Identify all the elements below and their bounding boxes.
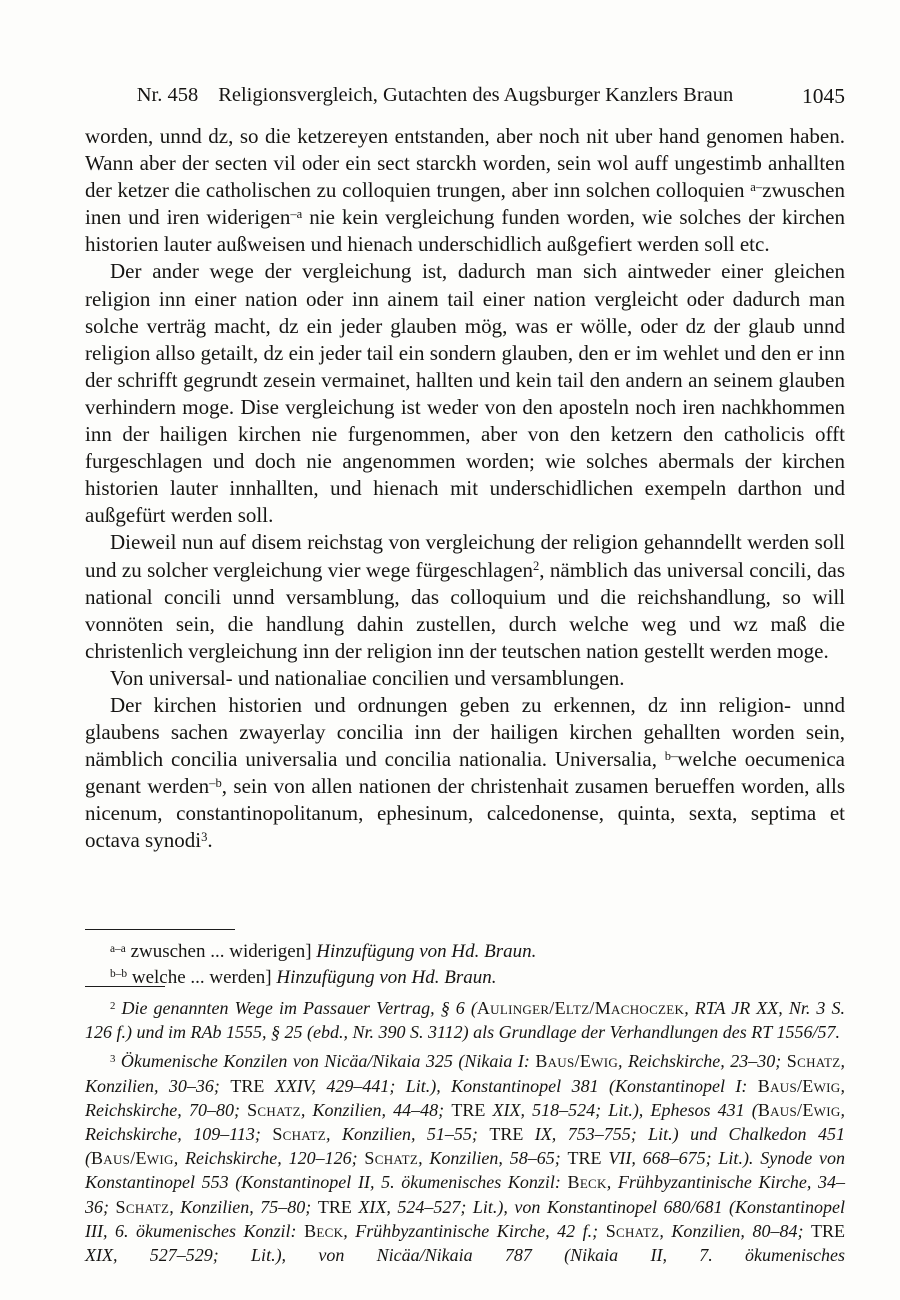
body-paragraph: worden, unnd dz, so die ketzereyen entstanden, aber noch nit uber hand genomen haben. Wann aber der secten vil oder ein sect starckh worden, sein wol auff ungestimb anhallten der ketzer die catholischen zu colloquien trungen, aber inn solchen colloquien $^{a-}$zwuschen inen und iren widerigen$^{-a}$ nie kein vergleichung funden worden, wie solches der kirchen historien lauter außweisen und hienach underschidlich außgefiert werden soll etc. <box>85 124 845 257</box>
running-title: Religionsvergleich, Gutachten des Augsburger Kanzlers Braun <box>218 84 734 106</box>
document-number: Nr. 458 <box>136 84 199 106</box>
footnote: $^3$ Ökumenische Konzilen von Nicäa/Nikaia 325 (Nikaia I: Baus/Ewig, Reichskirche, 23–30; Schatz, Konzilien, 30–36; TRE XXIV, 429–441; Lit.), Konstantinopel 381 (Konstantinopel I: Baus/Ewig, Reichskirche, 70–80; Schatz, Konzilien, 44–48; TRE XIX, 518–524; Lit.), Ephesos 431 (Baus/Ewig, Reichskirche, 109–113; Schatz, Konzilien, 51–55; TRE IX, 753–755; Lit.) und Chalkedon 451 (Baus/Ewig, Reichskirche, 120–126; Schatz, Konzilien, 58–65; TRE VII, 668–675; Lit.). Synode von Konstantinopel 553 (Konstantinopel II, 5. ökumenisches Konzil: Beck, Frühbyzantinische Kirche, 34–36; Schatz, Konzilien, 75–80; TRE XIX, 524–527; Lit.), von Konstantinopel 680/681 (Konstantinopel III, 6. ökumenisches Konzil: Beck, Frühbyzantinische Kirche, 42 f.; Schatz, Konzilien, 80–84; TRE XIX, 527–529; Lit.), von Nicäa/Nikaia 787 (Nikaia II, 7. ökumenisches <box>85 1051 846 1266</box>
body-paragraph: Dieweil nun auf disem reichstag von vergleichung der religion gehanndellt werden soll und zu solcher vergleichung vier wege fürgeschlagen$^2$, nämblich das universal concili, das national concili unnd versamblung, das colloquium und die reichshandlung, so will vonnöten sein, die handlung dahin zustellen, durch welche weg und wz maß die christenlich vergleichung inn der religion inn der teutschen nation gestellt werden moge. <box>85 530 845 663</box>
footnote: $^2$ Die genannten Wege im Passauer Vertrag, § 6 (Aulinger/Eltz/Machoczek, RTA JR XX, Nr. 3 S. 126 f.) und im RAb 1555, § 25 (ebd., Nr. 390 S. 3112) als Grundlage der Verhandlungen des RT 1556/57. <box>85 998 845 1043</box>
running-head <box>85 84 845 107</box>
apparatus-separator-rule <box>85 929 235 930</box>
body-paragraph: Von universal- und nationaliae concilien und versamblungen. <box>110 665 625 690</box>
footnotes <box>85 986 845 1272</box>
apparatus-entry: $^{a-a}$ zwuschen ... widerigen] Hinzufügung von Hd. Braun. <box>110 941 537 962</box>
main-text <box>85 123 845 855</box>
body-paragraph: Der ander wege der vergleichung ist, dadurch man sich aintweder einer gleichen religion inn einer nation oder inn ainem tail einer nation vergleicht oder dadurch man solche verträg macht, dz ein jeder glauben mög, was er wölle, oder dz der glaub unnd religion allso getailt, dz ein jeder tail ein sondern glauben, den er im wehlet und den er inn der schrifft gegrundt zesein vermainet, hallten und kein tail den andern an seinem glauben verhindern moge. Dise vergleichung ist weder von den aposteln noch iren nachkhommen inn der hailigen kirchen nie furgenommen, aber von den ketzern den catholicis offt furgeschlagen und doch nie angenommen worden; wie solches abermals der kirchen historien lauter innhallten, und hienach mit underschidlichen exempeln darthon und außgefürt werden soll. <box>85 259 845 528</box>
apparatus-entry: $^{b-b}$ welche ... werden] Hinzufügung von Hd. Braun. <box>110 966 497 988</box>
footnote-separator-rule <box>85 986 165 987</box>
running-head-center <box>85 84 845 107</box>
page-number: 1045 <box>802 84 845 108</box>
body-paragraph: Der kirchen historien und ordnungen geben zu erkennen, dz inn religion- unnd glaubens sachen zwayerlay concilia inn der hailigen kirchen gehallten worden sein, nämblich concilia universalia und concilia nationalia. Universalia, $^{b-}$welche oecumenica genant werden$^{-b}$, sein von allen nationen der christenhait zusamen berueffen worden, alls nicenum, constantinopolitanum, ephesinum, calcedonense, quinta, sexta, septima et octava synodi$^3$. <box>85 692 846 853</box>
text-critical-apparatus <box>85 929 845 990</box>
